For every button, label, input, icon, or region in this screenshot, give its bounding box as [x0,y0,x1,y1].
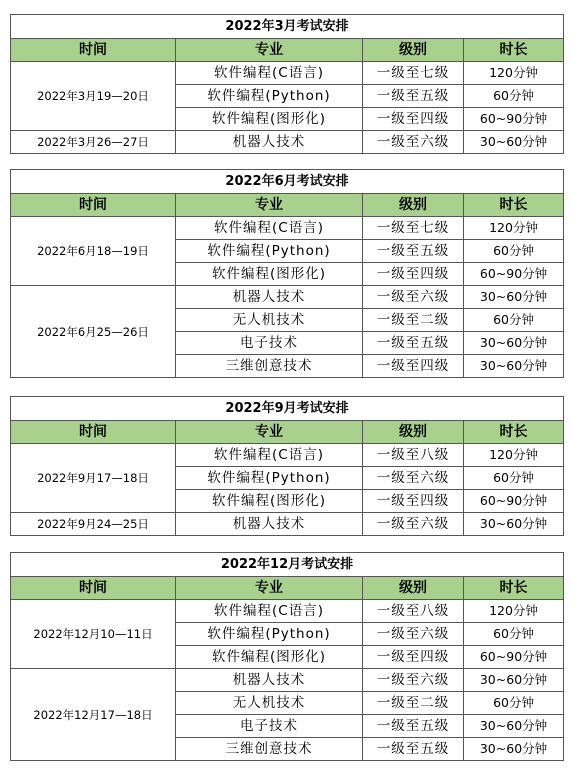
header-duration: 时长 [464,577,564,600]
duration-cell: 120分钟 [464,62,564,85]
duration-cell: 60分钟 [464,309,564,332]
table-row [11,62,564,85]
major-cell: 软件编程(Python) [176,240,363,263]
table-row [11,217,564,240]
duration-cell: 30~60分钟 [464,513,564,536]
header-level: 级别 [363,421,464,444]
date-cell: 2022年3月19—20日 [11,62,176,131]
schedule-september [10,396,563,536]
duration-cell: 60~90分钟 [464,263,564,286]
schedule-table [10,169,564,378]
level-cell: 一级至五级 [363,85,464,108]
level-cell: 一级至八级 [363,600,464,623]
duration-cell: 30~60分钟 [464,715,564,738]
duration-cell: 60分钟 [464,623,564,646]
major-cell: 三维创意技术 [176,355,363,378]
level-cell: 一级至六级 [363,286,464,309]
table-row [11,513,564,536]
schedule-title: 2022年12月考试安排 [11,553,564,577]
level-cell: 一级至八级 [363,444,464,467]
table-row [11,131,564,154]
major-cell: 电子技术 [176,715,363,738]
date-cell: 2022年9月24—25日 [11,513,176,536]
major-cell: 软件编程(C语言) [176,600,363,623]
date-cell: 2022年12月10—11日 [11,600,176,669]
duration-cell: 60分钟 [464,240,564,263]
level-cell: 一级至四级 [363,646,464,669]
major-cell: 电子技术 [176,332,363,355]
schedule-december [10,552,563,761]
duration-cell: 60分钟 [464,85,564,108]
major-cell: 机器人技术 [176,286,363,309]
header-level: 级别 [363,194,464,217]
header-duration: 时长 [464,39,564,62]
table-row [11,669,564,692]
header-time: 时间 [11,39,176,62]
major-cell: 软件编程(图形化) [176,646,363,669]
major-cell: 机器人技术 [176,131,363,154]
duration-cell: 60~90分钟 [464,490,564,513]
level-cell: 一级至七级 [363,62,464,85]
major-cell: 软件编程(C语言) [176,444,363,467]
date-cell: 2022年3月26—27日 [11,131,176,154]
header-major: 专业 [176,421,363,444]
header-time: 时间 [11,194,176,217]
schedule-table [10,396,564,536]
level-cell: 一级至七级 [363,217,464,240]
table-row [11,444,564,467]
level-cell: 一级至五级 [363,738,464,761]
major-cell: 软件编程(图形化) [176,108,363,131]
duration-cell: 30~60分钟 [464,286,564,309]
duration-cell: 60~90分钟 [464,646,564,669]
schedule-table [10,14,564,154]
major-cell: 软件编程(C语言) [176,217,363,240]
level-cell: 一级至五级 [363,332,464,355]
header-duration: 时长 [464,421,564,444]
major-cell: 机器人技术 [176,669,363,692]
level-cell: 一级至四级 [363,263,464,286]
date-cell: 2022年12月17—18日 [11,669,176,761]
duration-cell: 120分钟 [464,217,564,240]
major-cell: 机器人技术 [176,513,363,536]
schedule-table [10,552,564,761]
major-cell: 软件编程(Python) [176,85,363,108]
level-cell: 一级至四级 [363,355,464,378]
level-cell: 一级至四级 [363,490,464,513]
header-time: 时间 [11,577,176,600]
table-row [11,286,564,309]
major-cell: 软件编程(Python) [176,623,363,646]
major-cell: 三维创意技术 [176,738,363,761]
major-cell: 无人机技术 [176,309,363,332]
level-cell: 一级至六级 [363,467,464,490]
duration-cell: 60分钟 [464,692,564,715]
major-cell: 软件编程(图形化) [176,490,363,513]
level-cell: 一级至六级 [363,131,464,154]
level-cell: 一级至二级 [363,309,464,332]
level-cell: 一级至五级 [363,715,464,738]
duration-cell: 120分钟 [464,600,564,623]
table-row [11,600,564,623]
schedule-title: 2022年6月考试安排 [11,170,564,194]
header-level: 级别 [363,39,464,62]
duration-cell: 30~60分钟 [464,131,564,154]
major-cell: 软件编程(Python) [176,467,363,490]
header-major: 专业 [176,39,363,62]
header-level: 级别 [363,577,464,600]
header-duration: 时长 [464,194,564,217]
schedule-title: 2022年3月考试安排 [11,15,564,39]
date-cell: 2022年9月17—18日 [11,444,176,513]
level-cell: 一级至六级 [363,623,464,646]
date-cell: 2022年6月25—26日 [11,286,176,378]
schedule-june [10,169,563,378]
major-cell: 无人机技术 [176,692,363,715]
duration-cell: 60分钟 [464,467,564,490]
header-major: 专业 [176,577,363,600]
duration-cell: 30~60分钟 [464,738,564,761]
header-major: 专业 [176,194,363,217]
duration-cell: 60~90分钟 [464,108,564,131]
level-cell: 一级至五级 [363,240,464,263]
duration-cell: 120分钟 [464,444,564,467]
level-cell: 一级至六级 [363,513,464,536]
schedule-march [10,14,563,154]
schedule-title: 2022年9月考试安排 [11,397,564,421]
major-cell: 软件编程(C语言) [176,62,363,85]
header-time: 时间 [11,421,176,444]
date-cell: 2022年6月18—19日 [11,217,176,286]
major-cell: 软件编程(图形化) [176,263,363,286]
duration-cell: 30~60分钟 [464,355,564,378]
level-cell: 一级至六级 [363,669,464,692]
duration-cell: 30~60分钟 [464,669,564,692]
level-cell: 一级至二级 [363,692,464,715]
duration-cell: 30~60分钟 [464,332,564,355]
level-cell: 一级至四级 [363,108,464,131]
